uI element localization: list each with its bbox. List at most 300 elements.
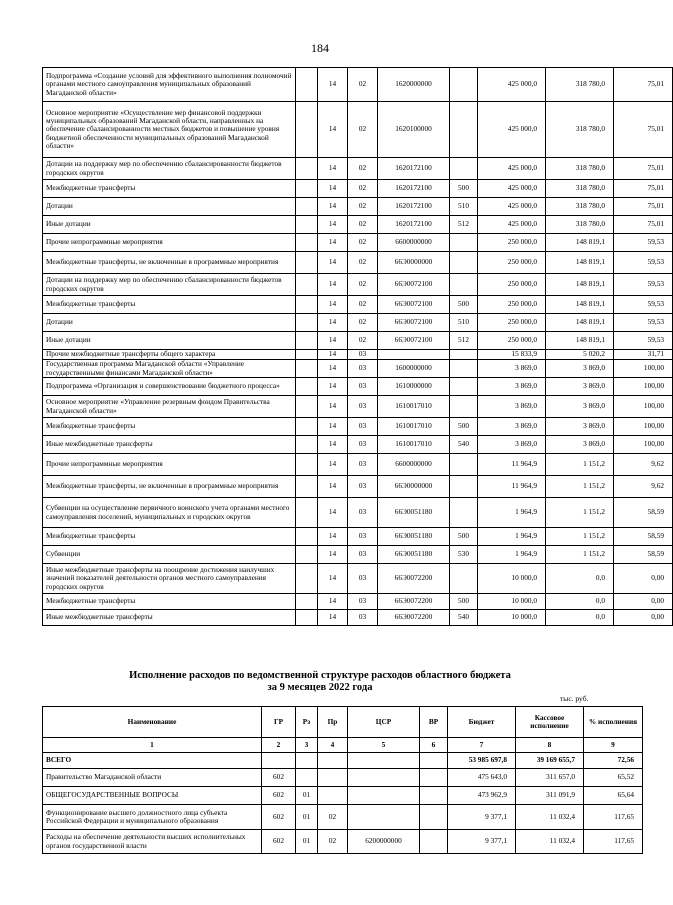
cell-gr [296, 476, 318, 498]
cell-name: Межбюджетные трансферты [43, 528, 296, 546]
cell-cash: 39 169 655,7 [516, 753, 584, 769]
cell-budget: 3 869,0 [478, 396, 546, 418]
cell-budget: 250 000,0 [478, 252, 546, 274]
cell-pct: 65,64 [584, 787, 643, 805]
cell-cash: 311 657,0 [516, 769, 584, 787]
cell-gr [296, 528, 318, 546]
cell-vr [450, 476, 478, 498]
section-title: Исполнение расходов по ведомственной структуре расходов областного бюджета [129, 670, 511, 681]
cell-rz: 14 [318, 476, 348, 498]
cell-pr: 02 [318, 830, 348, 854]
cell-name: Основное мероприятие «Осуществление мер финансовой поддержки муниципальных образований Магаданской области, направленных на обеспечение сбалансированности местных бюджетов и повышение уровня бюджетной обеспеченности муниципальных образований Магаданской области» [43, 102, 296, 158]
cell-pr: 03 [348, 528, 378, 546]
table-row [43, 180, 673, 198]
column-number: 5 [348, 738, 420, 753]
cell-name: ВСЕГО [43, 753, 262, 769]
cell-gr [296, 234, 318, 252]
cell-rz: 14 [318, 198, 348, 216]
cell-budget: 425 000,0 [478, 198, 546, 216]
page-number: 184 [311, 41, 329, 55]
cell-pct: 100,00 [614, 396, 673, 418]
cell-csr: 66Э0072200 [378, 594, 450, 610]
cell-pct: 58,59 [614, 528, 673, 546]
cell-vr: 512 [450, 332, 478, 350]
cell-pct: 75,01 [614, 216, 673, 234]
cell-rz: 01 [296, 830, 318, 854]
cell-gr [296, 546, 318, 564]
cell-budget: 250 000,0 [478, 332, 546, 350]
cell-gr [262, 753, 296, 769]
cell-pct: 59,53 [614, 296, 673, 314]
cell-gr: 602 [262, 787, 296, 805]
cell-gr [296, 454, 318, 476]
cell-vr: 510 [450, 198, 478, 216]
table-row [43, 102, 673, 158]
cell-cash: 3 869,0 [546, 418, 614, 436]
header-gr: ГР [262, 707, 296, 738]
table-row [43, 296, 673, 314]
cell-pct: 117,65 [584, 830, 643, 854]
cell-vr [450, 360, 478, 378]
table-row [43, 787, 643, 805]
table-row [43, 436, 673, 454]
cell-rz: 14 [318, 216, 348, 234]
cell-budget: 53 985 697,8 [448, 753, 516, 769]
table-row [43, 350, 673, 360]
table-row [43, 498, 673, 528]
cell-csr: 6600000000 [378, 234, 450, 252]
cell-rz: 01 [296, 805, 318, 830]
cell-pct: 75,01 [614, 198, 673, 216]
table-row [43, 216, 673, 234]
cell-pr: 03 [348, 378, 378, 396]
table-row [43, 454, 673, 476]
cell-budget: 9 377,1 [448, 805, 516, 830]
cell-budget: 11 964,9 [478, 476, 546, 498]
cell-cash: 0,0 [546, 610, 614, 626]
table-row [43, 546, 673, 564]
cell-vr [450, 158, 478, 180]
cell-gr [296, 418, 318, 436]
unit-label: тыс. руб. [560, 694, 589, 703]
cell-name: Межбюджетные трансферты, не включенные в программные мероприятия [43, 252, 296, 274]
cell-cash: 148 819,1 [546, 234, 614, 252]
cell-pr: 02 [348, 216, 378, 234]
cell-gr [296, 610, 318, 626]
cell-pr [318, 753, 348, 769]
cell-pct: 0,00 [614, 564, 673, 594]
table-row [43, 476, 673, 498]
cell-gr [296, 296, 318, 314]
cell-budget: 9 377,1 [448, 830, 516, 854]
cell-gr [296, 158, 318, 180]
table-row [43, 564, 673, 594]
cell-vr [420, 769, 448, 787]
cell-pr: 03 [348, 418, 378, 436]
column-number: 2 [262, 738, 296, 753]
cell-rz: 14 [318, 454, 348, 476]
cell-csr: 66Э0072100 [378, 296, 450, 314]
cell-pr: 03 [348, 564, 378, 594]
cell-budget: 15 833,9 [478, 350, 546, 360]
cell-name: Основное мероприятие «Управление резервным фондом Правительства Магаданской области» [43, 396, 296, 418]
cell-cash: 318 780,0 [546, 180, 614, 198]
header-pct: % исполнения [584, 707, 643, 738]
column-number: 1 [43, 738, 262, 753]
cell-vr: 540 [450, 610, 478, 626]
cell-cash: 318 780,0 [546, 68, 614, 102]
cell-pr: 03 [348, 436, 378, 454]
table-row [43, 805, 643, 830]
cell-pr [318, 769, 348, 787]
cell-name: Прочие непрограммные мероприятия [43, 454, 296, 476]
cell-name: Прочие межбюджетные трансферты общего характера [43, 350, 296, 360]
cell-pr: 03 [348, 360, 378, 378]
cell-name: Иные межбюджетные трансферты [43, 610, 296, 626]
table-row [43, 396, 673, 418]
cell-gr [296, 314, 318, 332]
cell-vr: 540 [450, 436, 478, 454]
cell-cash: 318 780,0 [546, 198, 614, 216]
cell-budget: 10 000,0 [478, 564, 546, 594]
cell-rz: 14 [318, 418, 348, 436]
cell-vr [450, 274, 478, 296]
cell-gr [296, 274, 318, 296]
cell-pct: 72,56 [584, 753, 643, 769]
table-row [43, 234, 673, 252]
cell-pct: 75,01 [614, 68, 673, 102]
cell-budget: 250 000,0 [478, 274, 546, 296]
column-number: 9 [584, 738, 643, 753]
cell-pct: 31,71 [614, 350, 673, 360]
cell-csr: 1620000000 [378, 68, 450, 102]
table-row [43, 360, 673, 378]
cell-csr: 66Э0051180 [378, 528, 450, 546]
cell-pr: 03 [348, 454, 378, 476]
cell-pct: 100,00 [614, 418, 673, 436]
cell-budget: 3 869,0 [478, 436, 546, 454]
cell-name: Подпрограмма «Создание условий для эффективного выполнения полномочий органами местного самоуправления муниципальных образований Магаданской области» [43, 68, 296, 102]
cell-rz: 14 [318, 594, 348, 610]
cell-csr: 66Э0072100 [378, 314, 450, 332]
cell-budget: 475 643,0 [448, 769, 516, 787]
section-subtitle: за 9 месяцев 2022 года [267, 682, 373, 693]
cell-rz: 14 [318, 360, 348, 378]
cell-vr [450, 454, 478, 476]
header-budget: Бюджет [448, 707, 516, 738]
cell-gr [296, 378, 318, 396]
cell-rz: 14 [318, 436, 348, 454]
cell-pct: 59,53 [614, 314, 673, 332]
cell-pct: 65,52 [584, 769, 643, 787]
cell-vr [450, 252, 478, 274]
cell-rz: 14 [318, 180, 348, 198]
header-name: Наименование [43, 707, 262, 738]
cell-gr [296, 436, 318, 454]
cell-name: Межбюджетные трансферты, не включенные в программные мероприятия [43, 476, 296, 498]
header-csr: ЦСР [348, 707, 420, 738]
cell-csr: 6200000000 [348, 830, 420, 854]
cell-pct: 58,59 [614, 546, 673, 564]
cell-rz: 14 [318, 314, 348, 332]
cell-csr: 1610000000 [378, 378, 450, 396]
cell-csr [348, 769, 420, 787]
cell-budget: 10 000,0 [478, 594, 546, 610]
table-row [43, 158, 673, 180]
cell-cash: 148 819,1 [546, 314, 614, 332]
cell-rz: 14 [318, 528, 348, 546]
cell-csr: 1620172100 [378, 158, 450, 180]
cell-name: Иные межбюджетные трансферты [43, 436, 296, 454]
cell-cash: 1 151,2 [546, 454, 614, 476]
cell-name: Межбюджетные трансферты [43, 594, 296, 610]
cell-rz: 14 [318, 102, 348, 158]
table-row [43, 198, 673, 216]
cell-budget: 250 000,0 [478, 314, 546, 332]
cell-budget: 10 000,0 [478, 610, 546, 626]
cell-gr: 602 [262, 830, 296, 854]
cell-csr: 66Э0072200 [378, 564, 450, 594]
cell-csr: 1620172100 [378, 198, 450, 216]
cell-csr: 1610017010 [378, 436, 450, 454]
cell-name: Дотации [43, 198, 296, 216]
cell-pct: 100,00 [614, 360, 673, 378]
cell-rz: 01 [296, 787, 318, 805]
cell-name: ОБЩЕГОСУДАРСТВЕННЫЕ ВОПРОСЫ [43, 787, 262, 805]
cell-rz [296, 769, 318, 787]
cell-name: Правительство Магаданской области [43, 769, 262, 787]
cell-name: Межбюджетные трансферты [43, 296, 296, 314]
cell-csr: 66Э0072100 [378, 332, 450, 350]
cell-csr: 66Э0072200 [378, 610, 450, 626]
cell-pct: 75,01 [614, 102, 673, 158]
cell-csr: 1610017010 [378, 418, 450, 436]
cell-vr: 530 [450, 546, 478, 564]
cell-cash: 148 819,1 [546, 332, 614, 350]
cell-rz: 14 [318, 546, 348, 564]
cell-gr [296, 350, 318, 360]
cell-name: Иные межбюджетные трансферты на поощрение достижения наилучших значений показателей деятельности органов местного самоуправления городских округов [43, 564, 296, 594]
table-row [43, 610, 673, 626]
column-number: 7 [448, 738, 516, 753]
cell-pr: 03 [348, 546, 378, 564]
cell-rz: 14 [318, 68, 348, 102]
cell-budget: 425 000,0 [478, 180, 546, 198]
cell-budget: 425 000,0 [478, 68, 546, 102]
cell-vr [450, 68, 478, 102]
cell-name: Подпрограмма «Организация и совершенствование бюджетного процесса» [43, 378, 296, 396]
cell-vr: 500 [450, 528, 478, 546]
cell-cash: 1 151,2 [546, 498, 614, 528]
cell-csr: 1620172100 [378, 180, 450, 198]
cell-csr: 66Э0051180 [378, 498, 450, 528]
cell-vr [450, 350, 478, 360]
cell-vr [450, 498, 478, 528]
cell-csr [348, 787, 420, 805]
cell-cash: 3 869,0 [546, 396, 614, 418]
cell-pct: 9,62 [614, 476, 673, 498]
table-row [43, 753, 643, 769]
cell-gr [296, 180, 318, 198]
cell-name: Межбюджетные трансферты [43, 418, 296, 436]
cell-gr [296, 396, 318, 418]
cell-pr: 02 [348, 198, 378, 216]
cell-pct: 59,53 [614, 252, 673, 274]
cell-vr [420, 805, 448, 830]
column-number-row [43, 738, 643, 753]
cell-gr [296, 252, 318, 274]
column-number: 4 [318, 738, 348, 753]
cell-gr [296, 198, 318, 216]
table-row [43, 68, 673, 102]
cell-cash: 318 780,0 [546, 216, 614, 234]
cell-pct: 59,53 [614, 274, 673, 296]
cell-vr [420, 753, 448, 769]
cell-budget: 473 962,9 [448, 787, 516, 805]
cell-vr [450, 378, 478, 396]
cell-name: Дотации [43, 314, 296, 332]
column-number: 8 [516, 738, 584, 753]
cell-pr: 02 [348, 252, 378, 274]
cell-pr: 02 [348, 158, 378, 180]
cell-pr: 02 [348, 314, 378, 332]
cell-pct: 75,01 [614, 158, 673, 180]
cell-budget: 3 869,0 [478, 378, 546, 396]
cell-gr: 602 [262, 805, 296, 830]
cell-pct: 117,65 [584, 805, 643, 830]
cell-pr: 03 [348, 594, 378, 610]
column-number: 3 [296, 738, 318, 753]
cell-name: Иные дотации [43, 216, 296, 234]
cell-cash: 5 020,2 [546, 350, 614, 360]
cell-rz: 14 [318, 252, 348, 274]
cell-csr [348, 805, 420, 830]
expenditure-table-continued [42, 67, 673, 626]
cell-pct: 58,59 [614, 498, 673, 528]
cell-vr [450, 234, 478, 252]
header-rz: Рз [296, 707, 318, 738]
cell-cash: 3 869,0 [546, 360, 614, 378]
cell-vr [450, 396, 478, 418]
cell-cash: 11 032,4 [516, 830, 584, 854]
cell-pr: 03 [348, 396, 378, 418]
cell-vr [420, 787, 448, 805]
table-row [43, 769, 643, 787]
cell-gr [296, 216, 318, 234]
cell-pr: 02 [348, 102, 378, 158]
cell-vr: 512 [450, 216, 478, 234]
cell-pct: 100,00 [614, 436, 673, 454]
cell-csr: 1610017010 [378, 396, 450, 418]
cell-rz [296, 753, 318, 769]
cell-cash: 318 780,0 [546, 158, 614, 180]
cell-gr [296, 68, 318, 102]
cell-vr: 500 [450, 296, 478, 314]
cell-budget: 425 000,0 [478, 216, 546, 234]
cell-name: Расходы на обеспечение деятельности высших исполнительных органов государственной власти [43, 830, 262, 854]
cell-csr: 1620172100 [378, 216, 450, 234]
cell-rz: 14 [318, 274, 348, 296]
cell-budget: 250 000,0 [478, 234, 546, 252]
table-row [43, 528, 673, 546]
cell-budget: 250 000,0 [478, 296, 546, 314]
cell-name: Субвенции на осуществление первичного воинского учета органами местного самоуправления поселений, муниципальных и городских округов [43, 498, 296, 528]
cell-pct: 100,00 [614, 378, 673, 396]
cell-vr [420, 830, 448, 854]
cell-rz: 14 [318, 396, 348, 418]
cell-pct: 0,00 [614, 594, 673, 610]
cell-cash: 1 151,2 [546, 476, 614, 498]
cell-budget: 1 964,9 [478, 546, 546, 564]
cell-name: Прочие непрограммные мероприятия [43, 234, 296, 252]
cell-rz: 14 [318, 378, 348, 396]
cell-pr: 03 [348, 498, 378, 528]
cell-pct: 75,01 [614, 180, 673, 198]
cell-vr [450, 102, 478, 158]
cell-pr: 03 [348, 476, 378, 498]
cell-csr [348, 753, 420, 769]
cell-name: Государственная программа Магаданской области «Управление государственными финансами Магаданской области» [43, 360, 296, 378]
cell-budget: 425 000,0 [478, 102, 546, 158]
cell-cash: 0,0 [546, 594, 614, 610]
cell-cash: 1 151,2 [546, 546, 614, 564]
cell-gr [296, 332, 318, 350]
cell-csr: 1620100000 [378, 102, 450, 158]
cell-pr: 02 [348, 180, 378, 198]
cell-name: Иные дотации [43, 332, 296, 350]
cell-pr: 02 [348, 234, 378, 252]
cell-pct: 59,53 [614, 332, 673, 350]
header-pr: Пр [318, 707, 348, 738]
cell-gr: 602 [262, 769, 296, 787]
cell-rz: 14 [318, 234, 348, 252]
cell-vr: 510 [450, 314, 478, 332]
cell-cash: 148 819,1 [546, 296, 614, 314]
cell-csr: 66Э0051180 [378, 546, 450, 564]
cell-rz: 14 [318, 610, 348, 626]
cell-name: Дотации на поддержку мер по обеспечению сбалансированности бюджетов городских округов [43, 274, 296, 296]
cell-rz: 14 [318, 564, 348, 594]
departmental-expenditure-table [42, 706, 643, 854]
table-row [43, 274, 673, 296]
cell-rz: 14 [318, 296, 348, 314]
table-row [43, 830, 643, 854]
cell-vr: 500 [450, 594, 478, 610]
cell-rz: 14 [318, 498, 348, 528]
cell-name: Дотации на поддержку мер по обеспечению сбалансированности бюджетов городских округов [43, 158, 296, 180]
cell-cash: 1 151,2 [546, 528, 614, 546]
cell-csr [378, 350, 450, 360]
cell-csr: 1600000000 [378, 360, 450, 378]
cell-cash: 311 091,9 [516, 787, 584, 805]
cell-csr: 66Э0000000 [378, 476, 450, 498]
header-cash: Кассовое исполнение [516, 707, 584, 738]
cell-vr: 500 [450, 418, 478, 436]
cell-pr: 02 [348, 68, 378, 102]
cell-budget: 1 964,9 [478, 528, 546, 546]
cell-cash: 3 869,0 [546, 436, 614, 454]
cell-name: Межбюджетные трансферты [43, 180, 296, 198]
cell-pr [318, 787, 348, 805]
cell-budget: 1 964,9 [478, 498, 546, 528]
cell-gr [296, 564, 318, 594]
cell-pr: 02 [348, 274, 378, 296]
table-row [43, 252, 673, 274]
cell-pr: 02 [348, 332, 378, 350]
table-row [43, 332, 673, 350]
table-row [43, 594, 673, 610]
table-row [43, 314, 673, 332]
